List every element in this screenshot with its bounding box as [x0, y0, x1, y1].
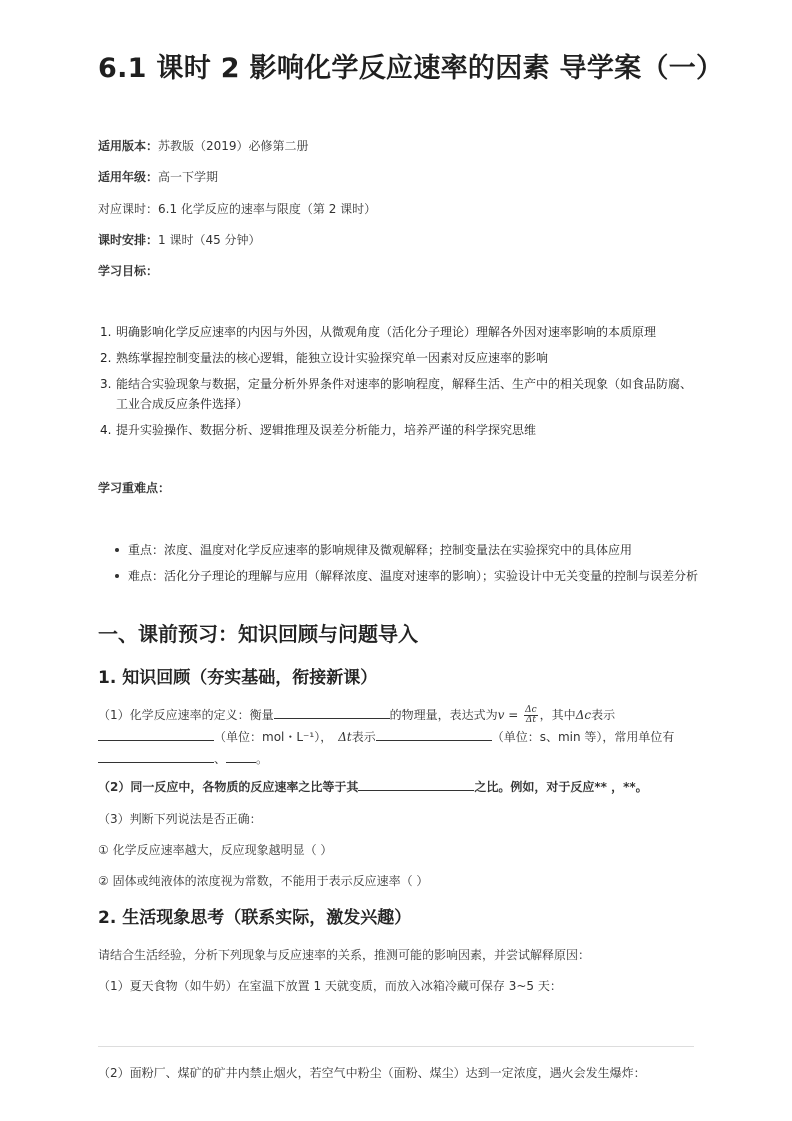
schedule-line: [98, 232, 261, 248]
answer-blank[interactable]: [98, 750, 214, 763]
section-heading: 一、课前预习：知识回顾与问题导入: [98, 622, 418, 646]
answer-blank[interactable]: [358, 778, 474, 791]
edition-label: 适用版本：: [98, 139, 159, 153]
life-question-1: （1）夏天食物（如牛奶）在室温下放置 1 天就变质，而放入冰箱冷藏可保存 3~5 天：: [98, 979, 562, 993]
edition-value: 苏教版（2019）必修第二册: [158, 139, 309, 153]
page-title: 6.1 课时 2 影响化学反应速率的因素 导学案（一）: [98, 53, 724, 84]
life-question-2: （2）面粉厂、煤矿的矿井内禁止烟火，若空气中粉尘（面粉、煤尘）达到一定浓度，遇火会发生爆炸：: [98, 1066, 646, 1080]
question-1: （1）化学反应速率的定义：衡量 的物理量，表达式为v = $\frac{\Delta c}{\Delta t}$ ，其中Δc表示 （单位：mol・L⁻¹）， Δt表示 （单位：s、min 等），常用单位有、 。: [98, 705, 675, 766]
focus-item: 难点：活化分子理论的理解与应用（解释浓度、温度对速率的影响）；实验设计中无关变量的控制与误差分析: [98, 566, 698, 586]
focus-list: [98, 540, 698, 592]
question-3: （3）判断下列说法是否正确：: [98, 812, 262, 826]
rate-fraction: $\frac{\Delta c}{\Delta t}$: [525, 705, 537, 725]
bullet-icon: [115, 548, 119, 552]
answer-blank[interactable]: [226, 750, 256, 763]
lesson-value: 6.1 化学反应的速率与限度（第 2 课时）: [158, 202, 377, 216]
focus-item: 重点：浓度、温度对化学反应速率的影响规律及微观解释；控制变量法在实验探究中的具体应用: [98, 540, 698, 560]
edition-line: [98, 138, 309, 154]
lesson-label: 对应课时：: [98, 202, 159, 216]
goal-item: 2. 熟练掌握控制变量法的核心逻辑，能独立设计实验探究单一因素对反应速率的影响: [100, 351, 549, 365]
lesson-line: [98, 201, 376, 217]
goal-item: 3. 能结合实验现象与数据，定量分析外界条件对速率的影响程度，解释生活、生产中的相关现象（如食品防腐、工业合成反应条件选择）: [100, 377, 693, 411]
grade-value: 高一下学期: [158, 170, 219, 184]
answer-blank[interactable]: [98, 728, 214, 741]
focus-label: 学习重难点：: [98, 481, 171, 495]
grade-label: 适用年级：: [98, 170, 159, 184]
goal-item: 1. 明确影响化学反应速率的内因与外因，从微观角度（活化分子理论）理解各外因对速率影响的本质原理: [100, 325, 657, 339]
goal-item: 4. 提升实验操作、数据分析、逻辑推理及误差分析能力，培养严谨的科学探究思维: [100, 423, 537, 437]
subsection-knowledge-review: 1. 知识回顾（夯实基础，衔接新课）: [98, 668, 378, 688]
goals-list: [98, 322, 698, 446]
judgement-1: ① 化学反应速率越大，反应现象越明显（ ）: [98, 843, 333, 857]
schedule-label: 课时安排：: [98, 233, 159, 247]
goals-label: 学习目标：: [98, 264, 159, 278]
life-intro: 请结合生活经验，分析下列现象与反应速率的关系，推测可能的影响因素，并尝试解释原因：: [98, 948, 591, 962]
question-2: （2）同一反应中，各物质的反应速率之比等于其 之比。例如，对于反应** ，**。: [98, 780, 648, 794]
judgement-2: ② 固体或纯液体的浓度视为常数，不能用于表示反应速率（ ）: [98, 874, 429, 888]
divider: [98, 1046, 694, 1047]
answer-blank[interactable]: [376, 728, 492, 741]
grade-line: [98, 169, 218, 185]
answer-blank[interactable]: [274, 706, 390, 719]
schedule-value: 1 课时（45 分钟）: [158, 233, 261, 247]
subsection-life-thinking: 2. 生活现象思考（联系实际，激发兴趣）: [98, 908, 412, 928]
bullet-icon: [115, 574, 119, 578]
